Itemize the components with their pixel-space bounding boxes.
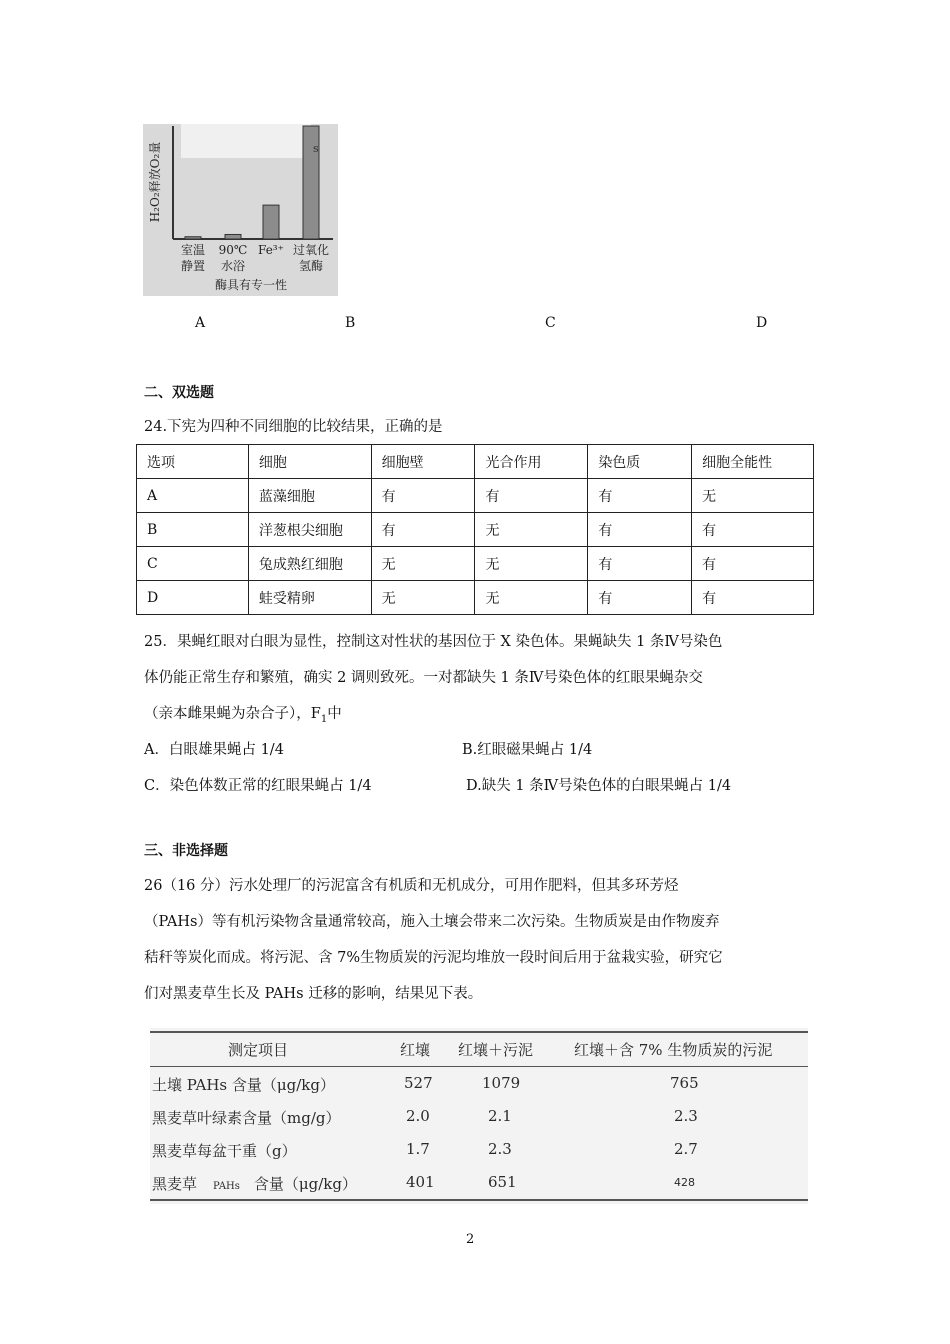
table-cell: 428 bbox=[674, 1176, 695, 1189]
table-cell: 2.1 bbox=[488, 1107, 512, 1125]
table-header: 红壤＋含 7% 生物质炭的污泥 bbox=[574, 1041, 773, 1059]
table-row bbox=[137, 547, 814, 581]
table-cell: 2.7 bbox=[674, 1140, 698, 1158]
table-header: 细胞壁 bbox=[371, 445, 475, 479]
table-cell: 无 bbox=[692, 479, 814, 513]
table-cell: 2.3 bbox=[674, 1107, 698, 1125]
q25-line2: 体仍能正常生存和繁殖，确实 2 调则致死。一对都缺失 1 条Ⅳ号染色体的红眼果蝇杂交 bbox=[144, 670, 703, 686]
page-number: 2 bbox=[466, 1232, 475, 1247]
table-cell: 有 bbox=[371, 479, 475, 513]
q25-line3: （亲本雌果蝇为杂合子），$F_1$中 bbox=[144, 706, 342, 725]
table-cell: 401 bbox=[406, 1173, 435, 1191]
table-cell: 有 bbox=[371, 513, 475, 547]
table-header: 红壤 bbox=[400, 1041, 431, 1059]
q25-option-d: D.缺失 1 条Ⅳ号染色体的白眼果蝇占 1/4 bbox=[466, 778, 732, 794]
table-cell: 有 bbox=[692, 581, 814, 615]
table-cell: 有 bbox=[588, 513, 692, 547]
q24-stem: 24.下宪为四种不同细胞的比较结果，正确的是 bbox=[144, 419, 443, 435]
table-cell: 有 bbox=[588, 479, 692, 513]
chart-bar bbox=[185, 237, 201, 239]
bar-label: Fe³⁺ bbox=[258, 243, 284, 257]
table-header: 测定项目 bbox=[228, 1041, 289, 1059]
table-header: 光合作用 bbox=[475, 445, 588, 479]
table-cell: 2.0 bbox=[406, 1107, 430, 1125]
bar-label: 氢酶 bbox=[298, 259, 324, 273]
table-rule-bottom bbox=[150, 1199, 808, 1201]
table-cell: 无 bbox=[475, 513, 588, 547]
table-header-row bbox=[137, 445, 814, 479]
q25-option-a: A．白眼雄果蝇占 1/4 bbox=[144, 742, 284, 758]
table-rule-top bbox=[150, 1031, 808, 1033]
option-c-label: C bbox=[545, 315, 556, 331]
table-cell: 有 bbox=[588, 547, 692, 581]
table-cell: 无 bbox=[475, 547, 588, 581]
table-cell: 无 bbox=[475, 581, 588, 615]
table-cell: 2.3 bbox=[488, 1140, 512, 1158]
table-cell: 1079 bbox=[482, 1074, 521, 1092]
table-cell: 蛙受精卵 bbox=[248, 581, 371, 615]
table-cell: 527 bbox=[404, 1074, 433, 1092]
chart-ylabel: H₂O₂释放O₂量 bbox=[148, 141, 162, 223]
table-cell: 无 bbox=[371, 581, 475, 615]
table-cell: 黑麦草每盆干重（g） bbox=[152, 1142, 297, 1160]
table-cell: D bbox=[137, 581, 249, 615]
option-b-label: B bbox=[345, 315, 356, 331]
table-cell: 兔成熟红细胞 bbox=[248, 547, 371, 581]
table-cell: B bbox=[137, 513, 249, 547]
table-cell: A bbox=[137, 479, 249, 513]
table-cell: 有 bbox=[475, 479, 588, 513]
table-header: 细胞全能性 bbox=[692, 445, 814, 479]
option-d-label: D bbox=[756, 315, 768, 331]
q24-table bbox=[136, 444, 814, 615]
q25-line1: 25．果蝇红眼对白眼为显性，控制这对性状的基因位于 X 染色体。果蝇缺失 1 条Ⅳ号染色 bbox=[144, 634, 723, 650]
q26-line4: 们对黑麦草生长及 PAHs 迁移的影响，结果见下表。 bbox=[144, 986, 483, 1002]
section-3-title: 三、非选择题 bbox=[144, 843, 228, 859]
table-cell: 765 bbox=[670, 1074, 699, 1092]
bar-label: 90℃ bbox=[218, 243, 248, 257]
table-cell: 土壤 PAHs 含量（μg/kg） bbox=[152, 1076, 335, 1094]
table-header: 红壤＋污泥 bbox=[458, 1041, 534, 1059]
chart-caption: 酶具有专一性 bbox=[214, 278, 288, 292]
table-cell: 有 bbox=[588, 581, 692, 615]
chart-bar bbox=[263, 205, 279, 239]
table-row bbox=[137, 581, 814, 615]
table-cell: 蓝藻细胞 bbox=[248, 479, 371, 513]
table-header: 染色质 bbox=[588, 445, 692, 479]
table-cell: 1.7 bbox=[406, 1140, 430, 1158]
table-cell: C bbox=[137, 547, 249, 581]
bar-label: 静置 bbox=[180, 259, 206, 273]
table-cell: 无 bbox=[371, 547, 475, 581]
table-cell: 有 bbox=[692, 547, 814, 581]
table-cell: 黑麦草 PAHs 含量（μg/kg） bbox=[152, 1175, 358, 1193]
bar-label: 水浴 bbox=[220, 259, 246, 273]
blurred-patch bbox=[181, 124, 311, 158]
q25-option-c: C．染色体数正常的红眼果蝇占 1/4 bbox=[144, 778, 372, 794]
table-row bbox=[137, 513, 814, 547]
chart-mark: s bbox=[313, 142, 319, 155]
q26-line2: （PAHs）等有机污染物含量通常较高，施入土壤会带来二次污染。生物质炭是由作物废弃 bbox=[144, 914, 720, 930]
table-header: 细胞 bbox=[248, 445, 371, 479]
table-header: 选项 bbox=[137, 445, 249, 479]
table-cell: 有 bbox=[692, 513, 814, 547]
q26-results-table bbox=[150, 1028, 808, 1204]
table-rule-mid bbox=[150, 1066, 808, 1067]
enzyme-bar-chart bbox=[143, 124, 338, 296]
table-row bbox=[137, 479, 814, 513]
bar-label: 室温 bbox=[180, 243, 206, 257]
table-cell: 黑麦草叶绿素含量（mg/g） bbox=[152, 1109, 341, 1127]
bar-label: 过氧化 bbox=[292, 243, 330, 257]
q25-option-b: B.红眼磁果蝇占 1/4 bbox=[462, 742, 593, 758]
chart-bar bbox=[225, 234, 241, 239]
section-2-title: 二、双选题 bbox=[144, 385, 214, 401]
q26-line1: 26（16 分）污水处理厂的污泥富含有机质和无机成分，可用作肥料，但其多环芳烃 bbox=[144, 878, 679, 894]
q26-line3: 秸秆等炭化而成。将污泥、含 7%生物质炭的污泥均堆放一段时间后用于盆栽实验，研究它 bbox=[144, 950, 723, 966]
table-cell: 651 bbox=[488, 1173, 517, 1191]
table-cell: 洋葱根尖细胞 bbox=[248, 513, 371, 547]
option-a-label: A bbox=[195, 315, 206, 331]
